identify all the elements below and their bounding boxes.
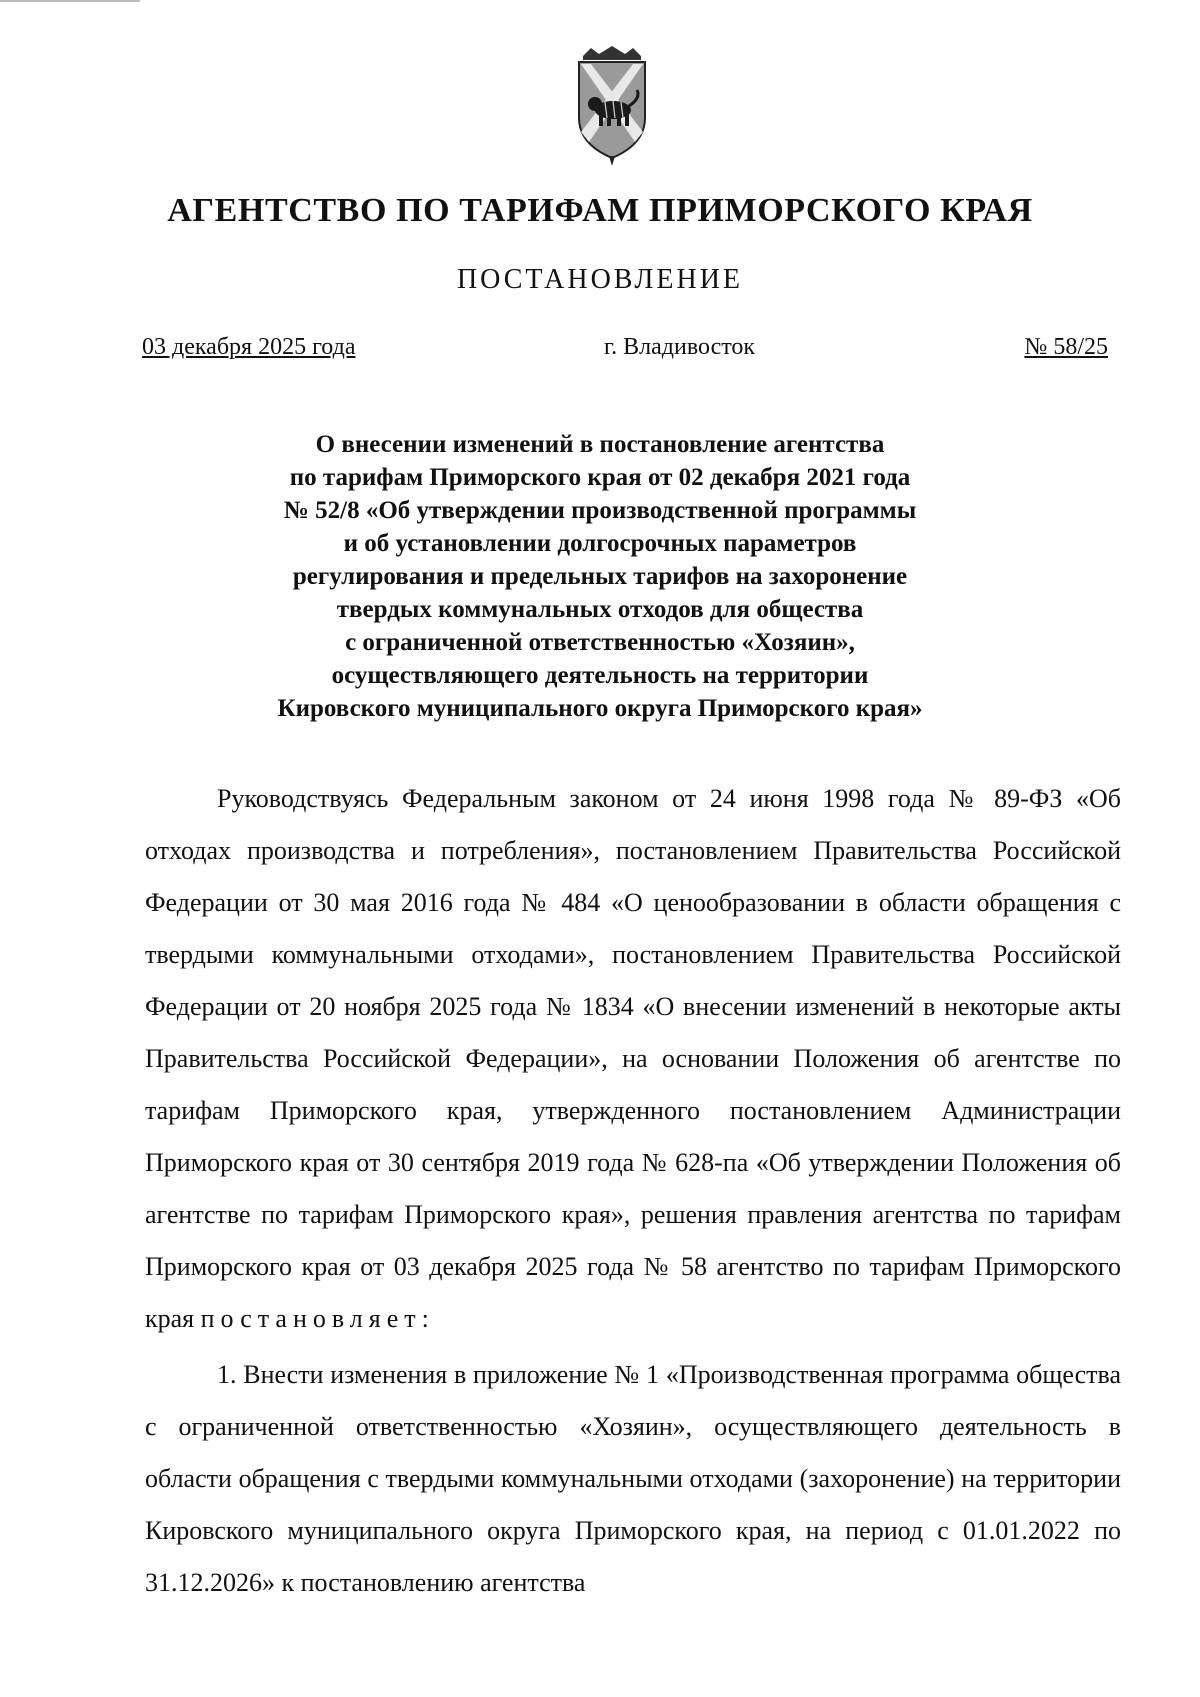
agency-name: АГЕНТСТВО ПО ТАРИФАМ ПРИМОРСКОГО КРАЯ [167,192,1033,229]
document-number: № 58/25 [1024,334,1108,360]
preamble-text: Руководствуясь Федеральным законом от 24 июня 1998 года № 89-ФЗ «Об отходах производства и потребления», постановлением Правительства Российской Федерации от 30 мая 2016 года № 484 «О ценообразовании в области обращения с твердыми коммунальными отходами», постановлением Правительства Российской Федерации от 20 ноября 2025 года № 1834 «О внесении изменений в некоторые акты Правительства Российской Федерации», на основании Положения об агентстве по тарифам Приморского края, утвержденного постановлением Администрации Приморского края от 30 сентября 2019 года № 628-па «Об утверждении Положения об агентстве по тарифам Приморского края», решения правления агентства по тарифам Приморского края от 03 декабря 2025 года № 58 агентство по тарифам Приморского края [145,784,1121,1333]
document-body [145,773,1121,1609]
document-city: г. Владивосток [604,334,756,360]
scan-artifact [0,0,140,2]
title-line: твердых коммунальных отходов для общества [336,596,864,623]
title-line: по тарифам Приморского края от 02 декабря 2021 года [289,464,911,491]
coat-of-arms-icon [573,46,651,168]
title-line: и об установлении долгосрочных параметров [343,530,857,557]
preamble-paragraph [145,773,1121,1345]
document-date: 03 декабря 2025 года [142,334,356,360]
document-title [180,428,1020,725]
clause-1-paragraph: 1. Внести изменения в приложение № 1 «Производственная программа общества с ограниченной ответственностью «Хозяин», осуществляющего деятельность в области обращения с твердыми коммунальными отходами (захоронение) на территории Кировского муниципального округа Приморского края, на период с 01.01.2022 по 31.12.2026» к постановлению агентства [145,1360,1121,1597]
resolution-verb: постановляет: [200,1304,435,1333]
title-line: регулирования и предельных тарифов на захоронение [292,563,908,590]
title-line: осуществляющего деятельность на территории [331,662,869,689]
title-line: с ограниченной ответственностью «Хозяин», [345,629,855,656]
title-line: № 52/8 «Об утверждении производственной программы [283,497,917,524]
document-type: ПОСТАНОВЛЕНИЕ [456,264,744,295]
title-line: Кировского муниципального округа Приморского края» [277,695,923,722]
title-line: О внесении изменений в постановление агентства [315,431,885,458]
